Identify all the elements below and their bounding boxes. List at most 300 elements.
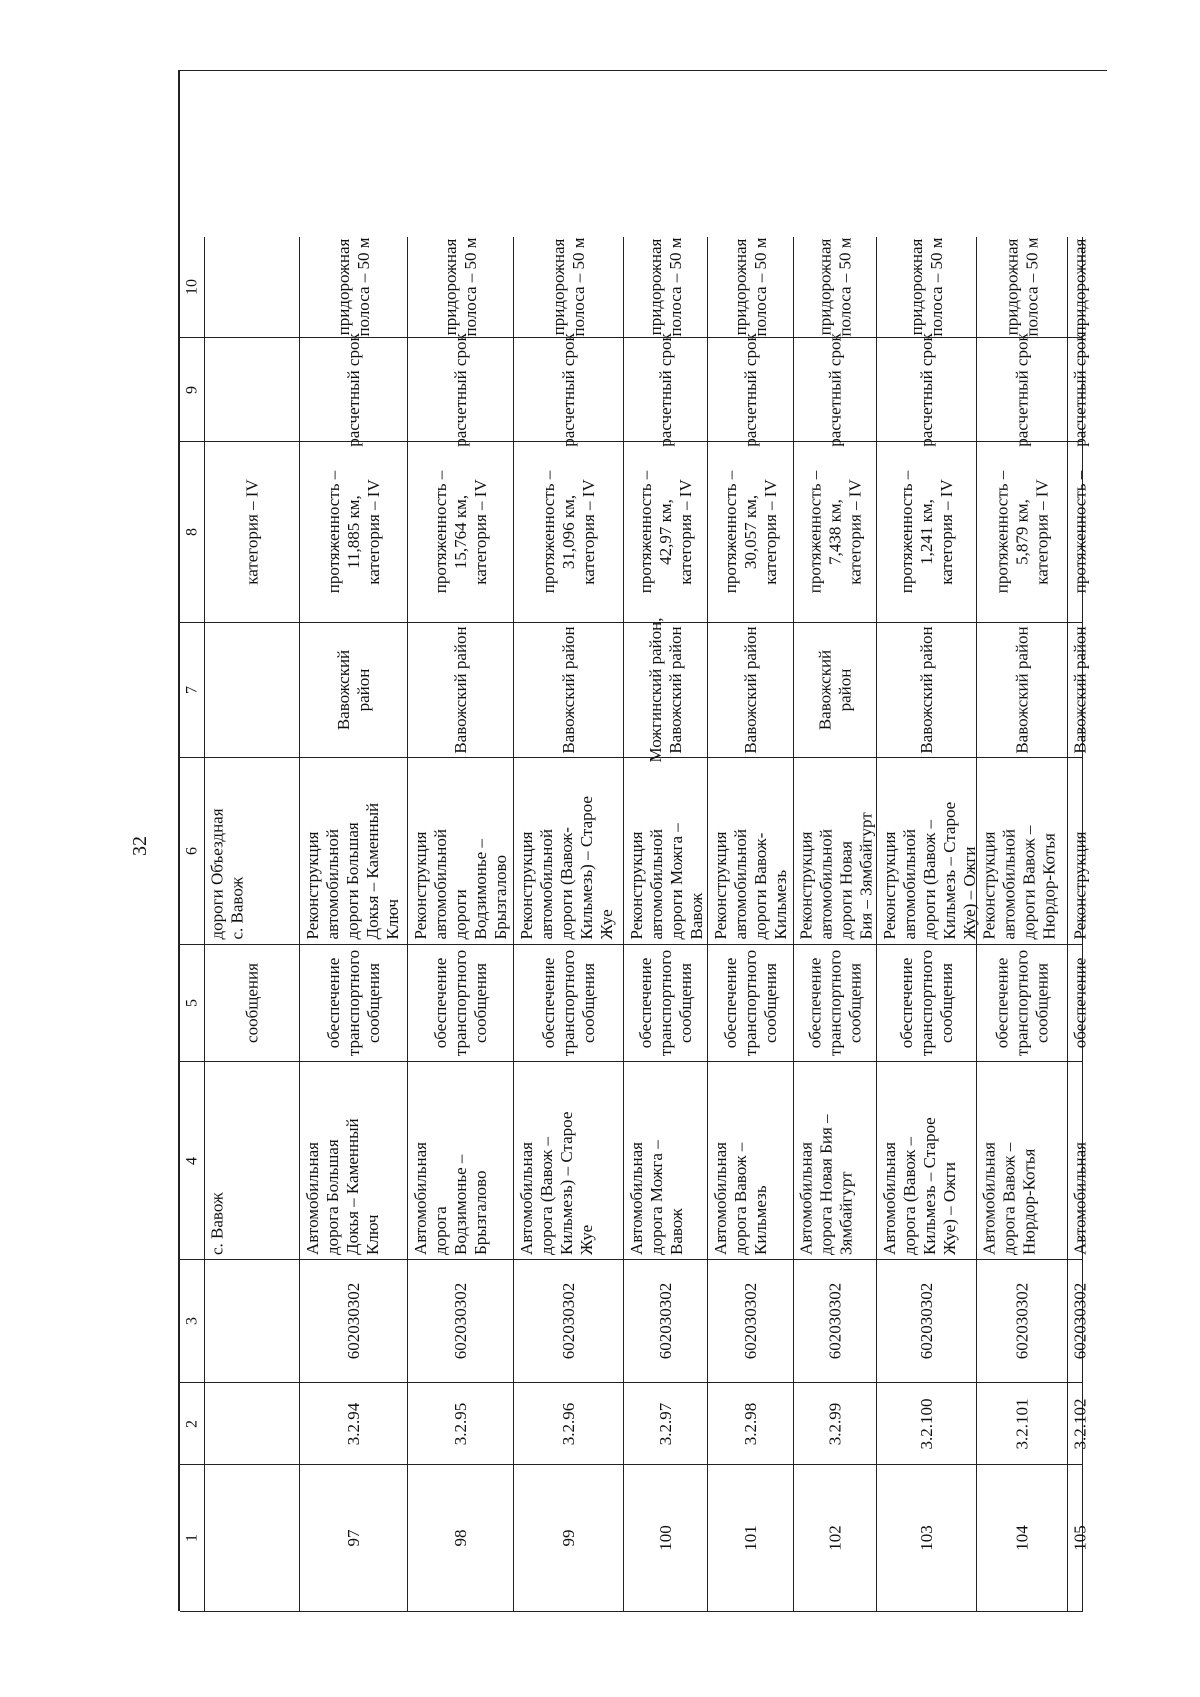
cell-line: расчетный срок	[343, 332, 363, 447]
cell-line: 5,879 км,	[1012, 499, 1031, 565]
header-cell	[180, 1260, 205, 1383]
table-cell	[624, 332, 708, 447]
cell-line: полоса – 50 м	[568, 237, 588, 337]
table-cell	[794, 945, 877, 1062]
cell-line: 602030302	[916, 1282, 936, 1360]
cell-line: Вавожский район	[916, 626, 936, 754]
cell-line: Брызгалово	[470, 1170, 490, 1255]
cell-line: автомобильной	[730, 829, 750, 940]
table-cell	[877, 1465, 977, 1612]
table-cell	[624, 945, 708, 1062]
table-cell	[708, 945, 794, 1062]
cell-line: протяженность –	[430, 470, 450, 594]
table-row	[300, 71, 408, 1611]
table-cell	[877, 237, 977, 338]
cell-line: протяженность –	[720, 470, 740, 594]
table-cell	[300, 442, 408, 623]
table-row	[708, 71, 794, 1611]
cell-line: 1	[183, 1534, 200, 1542]
header-cell	[180, 623, 205, 758]
cell-line: Кильмезь) – Старое	[576, 796, 596, 940]
cell-line: обеспечение	[720, 957, 740, 1049]
cell-line: протяженность –	[323, 470, 343, 594]
cell-line: транспортного	[916, 949, 936, 1057]
cell-line: 30,057 км,	[740, 494, 760, 570]
cell-line: полоса – 50 м	[665, 237, 685, 337]
table-cell	[300, 1465, 408, 1612]
cell-line: 103	[916, 1525, 936, 1551]
cell-line: Можгинский район,	[645, 617, 665, 763]
cell-line: Вавож	[666, 1207, 686, 1255]
cell-line: Жуе	[596, 909, 616, 940]
table-cell	[877, 442, 977, 623]
cell-line: Реконструкция	[626, 831, 646, 940]
cell-line: 98	[450, 1529, 470, 1547]
cell-line: категория – IV	[936, 479, 956, 585]
table-cell	[408, 1260, 514, 1383]
cell-line: дорога (Вавож –	[536, 1136, 556, 1255]
table-row	[408, 71, 514, 1611]
cell-line: Нюрдор-Котья	[1019, 1148, 1039, 1255]
table-cell	[624, 617, 708, 763]
cell-line: протяженность –	[805, 470, 824, 594]
header-row	[180, 71, 205, 1611]
cell-line: обеспечение	[805, 957, 824, 1049]
cell-line: категория – IV	[675, 479, 695, 585]
cell-line: Кильмезь) – Старое	[556, 1111, 576, 1255]
cell-line: Реконструкция	[410, 831, 430, 940]
table-cell	[1068, 237, 1090, 338]
cell-line: полоса – 50 м	[353, 237, 373, 337]
table-cell	[794, 1062, 877, 1260]
table-cell	[514, 237, 624, 338]
cell-line: 104	[1012, 1525, 1031, 1551]
table-cell	[624, 1260, 708, 1383]
cell-line: дороги Вавож-	[750, 832, 770, 940]
cell-line: Кильмезь	[770, 869, 790, 940]
cell-line: расчетный срок	[1012, 332, 1031, 447]
table-cell	[408, 623, 514, 758]
cell-line: 3	[183, 1317, 200, 1325]
cell-line: протяженность –	[1070, 470, 1090, 594]
cell-line: придорожная	[906, 238, 926, 336]
cell-line: обеспечение	[430, 957, 450, 1049]
cell-line: сообщения	[242, 963, 261, 1043]
cell-line: транспортного	[450, 949, 470, 1057]
table-cell	[794, 1260, 877, 1383]
table-cell	[708, 442, 794, 623]
cell-line: дороги	[450, 889, 470, 940]
table-row	[977, 71, 1068, 1611]
cell-line: 42,97 км,	[655, 499, 675, 565]
cell-line: дорога Новая Бия –	[816, 1113, 836, 1255]
table-cell	[1068, 1260, 1090, 1383]
table-cell	[977, 1260, 1068, 1383]
cell-line: автомобильной	[999, 829, 1019, 940]
header-cell	[180, 442, 205, 623]
cell-line: транспортного	[740, 949, 760, 1057]
cell-line: полоса – 50 м	[460, 237, 480, 337]
cell-line: транспортного	[343, 949, 363, 1057]
header-cell	[180, 758, 205, 945]
table-cell	[205, 945, 300, 1062]
table-cell	[205, 1062, 300, 1260]
table-cell	[205, 623, 300, 758]
cell-line: 3.2.99	[825, 1402, 844, 1445]
cell-line: 602030302	[825, 1282, 844, 1360]
cell-line: 8	[183, 528, 200, 536]
table-cell	[514, 758, 624, 945]
cell-line: 7,438 км,	[825, 499, 844, 565]
table-cell	[205, 1383, 300, 1465]
cell-line: Вавожский	[333, 649, 353, 731]
cell-line: расчетный срок	[825, 332, 844, 447]
cell-line: автомобильной	[536, 829, 556, 940]
cell-line: придорожная	[730, 238, 750, 336]
table-cell	[877, 623, 977, 758]
table-cell	[300, 1062, 408, 1260]
cell-line: Реконструкция	[879, 831, 899, 940]
cell-line: 602030302	[558, 1282, 578, 1360]
cell-line: придорожная	[440, 238, 460, 336]
cell-line: автомобильной	[899, 829, 919, 940]
cell-line: 3.2.102	[1070, 1398, 1090, 1449]
cell-line: обеспечение	[635, 957, 655, 1049]
cell-line: дороги Можга –	[666, 823, 686, 940]
cell-line: 101	[740, 1525, 760, 1551]
cell-line: Докья – Каменный	[362, 802, 382, 940]
cell-line: полоса – 50 м	[1022, 237, 1041, 337]
table-cell	[408, 1383, 514, 1465]
table-row	[624, 71, 708, 1611]
cell-line: автомобильной	[430, 829, 450, 940]
cell-line: обеспечение	[896, 957, 916, 1049]
table-cell	[205, 1465, 300, 1612]
cell-line: Автомобильная	[796, 1141, 816, 1255]
cell-line: 5	[183, 999, 200, 1007]
cell-line: 11,885 км,	[343, 495, 363, 569]
cell-line: 9	[183, 385, 200, 394]
table-cell	[1068, 758, 1090, 945]
cell-line: сообщения	[675, 963, 695, 1043]
cell-line: Автомобильная	[879, 1141, 899, 1255]
table-cell	[1068, 1062, 1090, 1260]
table-cell	[514, 945, 624, 1062]
cell-line: транспортного	[1012, 949, 1031, 1057]
table-cell	[877, 1260, 977, 1383]
table-cell	[977, 623, 1068, 758]
table-cell	[1068, 442, 1090, 623]
header-cell	[180, 338, 205, 442]
cell-line: Автомобильная	[626, 1141, 646, 1255]
table-cell	[794, 332, 877, 447]
cell-line: Автомобильная	[302, 1141, 322, 1255]
table-cell	[794, 1465, 877, 1612]
cell-line: Реконструкция	[516, 831, 536, 940]
table-cell	[408, 945, 514, 1062]
table-cell	[205, 758, 300, 945]
cell-line: Вавожский район	[450, 626, 470, 754]
table-row	[1068, 71, 1090, 1611]
register-table	[178, 70, 1107, 1611]
table-row	[877, 71, 977, 1611]
table-cell	[624, 1465, 708, 1612]
cell-line: дорога Большая	[322, 1138, 342, 1255]
page-number: 32	[129, 836, 151, 856]
cell-line: Автомобильная	[1070, 1141, 1090, 1255]
cell-line: Кильмезь – Старое	[939, 801, 959, 940]
table-cell	[300, 1260, 408, 1383]
table-cell	[624, 442, 708, 623]
cell-line: Зямбайгурт	[836, 1170, 856, 1255]
cell-line: Автомобильная	[710, 1141, 730, 1255]
cell-line: расчетный срок	[558, 332, 578, 447]
table-cell	[205, 1260, 300, 1383]
table-cell	[708, 1062, 794, 1260]
table-cell	[300, 945, 408, 1062]
cell-line: Автомобильная	[516, 1141, 536, 1255]
table-cell	[514, 1260, 624, 1383]
table-cell	[708, 237, 794, 338]
cell-line: Реконструкция	[1070, 831, 1090, 940]
cell-line: категория – IV	[845, 479, 864, 585]
cell-line: категория – IV	[760, 479, 780, 585]
table-cell	[205, 338, 300, 442]
cell-line: 3.2.95	[450, 1402, 470, 1445]
continued-row	[205, 71, 300, 1611]
cell-line: дорога	[430, 1205, 450, 1255]
table-cell	[1068, 332, 1090, 447]
cell-line: 3.2.98	[740, 1402, 760, 1445]
table-cell	[794, 623, 877, 758]
table-cell	[1068, 1383, 1090, 1465]
cell-line: Реконструкция	[302, 831, 322, 940]
cell-line: Кильмезь – Старое	[919, 1116, 939, 1255]
cell-line: Вавожский район	[558, 626, 578, 754]
cell-line: с. Вавож	[207, 1191, 227, 1255]
cell-line: 97	[343, 1529, 363, 1547]
cell-line: 4	[183, 1156, 200, 1165]
cell-line: полоса – 50 м	[926, 237, 946, 337]
cell-line: Реконструкция	[796, 831, 816, 940]
cell-line: дорога Можга –	[646, 1139, 666, 1255]
table-cell	[514, 1062, 624, 1260]
table-cell	[1068, 623, 1090, 758]
table-cell	[1068, 945, 1090, 1062]
cell-line: транспортного	[825, 949, 844, 1057]
table-cell	[794, 1383, 877, 1465]
cell-line: Вавожский район	[1012, 626, 1031, 754]
cell-line: 3.2.101	[1012, 1398, 1031, 1449]
table-cell	[977, 1062, 1068, 1260]
cell-line: 102	[825, 1525, 844, 1551]
cell-line: обеспечение	[1070, 957, 1090, 1049]
table-cell	[408, 1465, 514, 1612]
cell-line: Кильмезь	[750, 1184, 770, 1255]
table-cell	[300, 623, 408, 758]
cell-line: Автомобильная	[410, 1141, 430, 1255]
cell-line: 1,241 км,	[916, 499, 936, 565]
cell-line: сообщения	[845, 963, 864, 1043]
cell-line: Автомобильная	[979, 1141, 999, 1255]
cell-line: сообщения	[760, 963, 780, 1043]
cell-line: расчетный срок	[655, 332, 675, 447]
table-cell	[514, 442, 624, 623]
cell-line: категория – IV	[470, 479, 490, 585]
cell-line: категория – IV	[242, 479, 261, 585]
table-cell	[300, 332, 408, 447]
cell-line: 3.2.94	[343, 1402, 363, 1445]
cell-line: придорожная	[548, 238, 568, 336]
table-cell	[877, 945, 977, 1062]
table-cell	[708, 623, 794, 758]
table-cell	[624, 1383, 708, 1465]
cell-line: 105	[1070, 1525, 1090, 1551]
table-row	[514, 71, 624, 1611]
cell-line: обеспечение	[538, 957, 558, 1049]
cell-line: протяженность –	[538, 470, 558, 594]
table-cell	[977, 332, 1068, 447]
table-cell	[408, 1062, 514, 1260]
cell-line: полоса – 50 м	[835, 237, 854, 337]
cell-line: расчетный срок	[1070, 332, 1090, 447]
cell-line: протяженность –	[635, 470, 655, 594]
cell-line: полоса – 50 м	[750, 237, 770, 337]
cell-line: Жуе) – Ожги	[959, 846, 979, 940]
cell-line: Водзимонье –	[470, 839, 490, 940]
table-cell	[977, 758, 1068, 945]
cell-line: дороги (Вавож-	[556, 827, 576, 940]
table-cell	[708, 332, 794, 447]
table-cell	[408, 442, 514, 623]
cell-line: Вавож	[686, 892, 706, 940]
table-cell	[624, 237, 708, 338]
cell-line: категория – IV	[363, 479, 383, 585]
cell-line: 7	[183, 686, 200, 694]
table-cell	[205, 442, 300, 623]
table-cell	[877, 1062, 977, 1260]
cell-line: Ключ	[382, 899, 402, 940]
cell-line: дорога Вавож –	[999, 1142, 1019, 1255]
table-cell	[514, 1383, 624, 1465]
cell-line: дороги (Вавож –	[919, 820, 939, 940]
cell-line: Реконструкция	[979, 831, 999, 940]
cell-line: Вавожский район	[665, 626, 685, 754]
cell-line: Ключ	[362, 1214, 382, 1255]
table-cell	[408, 332, 514, 447]
cell-line: дорога Вавож –	[730, 1142, 750, 1255]
header-cell	[180, 237, 205, 338]
table-cell	[877, 332, 977, 447]
cell-line: Реконструкция	[710, 831, 730, 940]
table-cell	[408, 237, 514, 338]
table-cell	[794, 758, 877, 945]
cell-line: 602030302	[343, 1282, 363, 1360]
cell-line: 602030302	[1070, 1282, 1090, 1360]
cell-line: категория – IV	[578, 479, 598, 585]
table-cell	[624, 758, 708, 945]
cell-line: протяженность –	[896, 470, 916, 594]
table-cell	[514, 332, 624, 447]
cell-line: автомобильной	[322, 829, 342, 940]
header-cell	[180, 1062, 205, 1260]
cell-line: Вавожский район	[1070, 626, 1090, 754]
table-cell	[794, 237, 877, 338]
table-cell	[977, 1465, 1068, 1612]
cell-line: Бия – Зямбайгурт	[856, 812, 876, 940]
cell-line: дорога (Вавож –	[899, 1136, 919, 1255]
table-cell	[977, 237, 1068, 338]
cell-line: протяженность –	[992, 470, 1011, 594]
cell-line: сообщения	[578, 963, 598, 1043]
cell-line: придорожная	[333, 238, 353, 336]
cell-line: район	[835, 668, 854, 712]
table-cell	[300, 1383, 408, 1465]
cell-line: Вавожский район	[740, 626, 760, 754]
cell-line: расчетный срок	[740, 332, 760, 447]
cell-line: сообщения	[936, 963, 956, 1043]
table-cell	[708, 1383, 794, 1465]
cell-line: 602030302	[450, 1282, 470, 1360]
cell-line: Брызгалово	[490, 855, 510, 940]
cell-line: расчетный срок	[450, 332, 470, 447]
cell-line: придорожная	[1070, 238, 1090, 336]
table-cell	[408, 758, 514, 945]
table-cell	[624, 1062, 708, 1260]
cell-line: дороги Большая	[342, 822, 362, 940]
table-cell	[877, 758, 977, 945]
cell-line: обеспечение	[323, 957, 343, 1049]
table-cell	[977, 442, 1068, 623]
cell-line: 602030302	[740, 1282, 760, 1360]
cell-line: 10	[183, 279, 200, 295]
table-cell	[708, 1465, 794, 1612]
table-cell	[300, 237, 408, 338]
cell-line: Водзимонье –	[450, 1154, 470, 1255]
cell-line: Жуе) – Ожги	[939, 1161, 959, 1255]
cell-line: сообщения	[470, 963, 490, 1043]
cell-line: 99	[558, 1529, 578, 1547]
cell-line: обеспечение	[992, 957, 1011, 1049]
cell-line: придорожная	[645, 238, 665, 336]
cell-line: дороги Объездная	[207, 808, 227, 940]
cell-line: автомобильной	[646, 829, 666, 940]
cell-line: 6	[183, 847, 200, 855]
table-cell	[708, 1260, 794, 1383]
table-row	[794, 71, 877, 1611]
cell-line: 100	[655, 1525, 675, 1551]
cell-line: район	[353, 668, 373, 712]
cell-line: придорожная	[1002, 238, 1021, 336]
table-cell	[877, 1383, 977, 1465]
cell-line: 15,764 км,	[450, 494, 470, 570]
cell-line: 3.2.97	[655, 1402, 675, 1445]
table-cell	[1068, 1465, 1090, 1612]
table-cell	[300, 758, 408, 945]
cell-line: с. Вавож	[227, 876, 247, 940]
table-cell	[977, 1383, 1068, 1465]
cell-line: Докья – Каменный	[342, 1117, 362, 1255]
cell-line: Вавожский	[815, 649, 834, 731]
cell-line: транспортного	[655, 949, 675, 1057]
cell-line: автомобильной	[816, 829, 836, 940]
cell-line: 602030302	[655, 1282, 675, 1360]
table-cell	[977, 945, 1068, 1062]
header-cell	[180, 1383, 205, 1465]
table-cell	[514, 1465, 624, 1612]
cell-line: сообщения	[1032, 963, 1051, 1043]
cell-line: 2	[183, 1419, 200, 1428]
